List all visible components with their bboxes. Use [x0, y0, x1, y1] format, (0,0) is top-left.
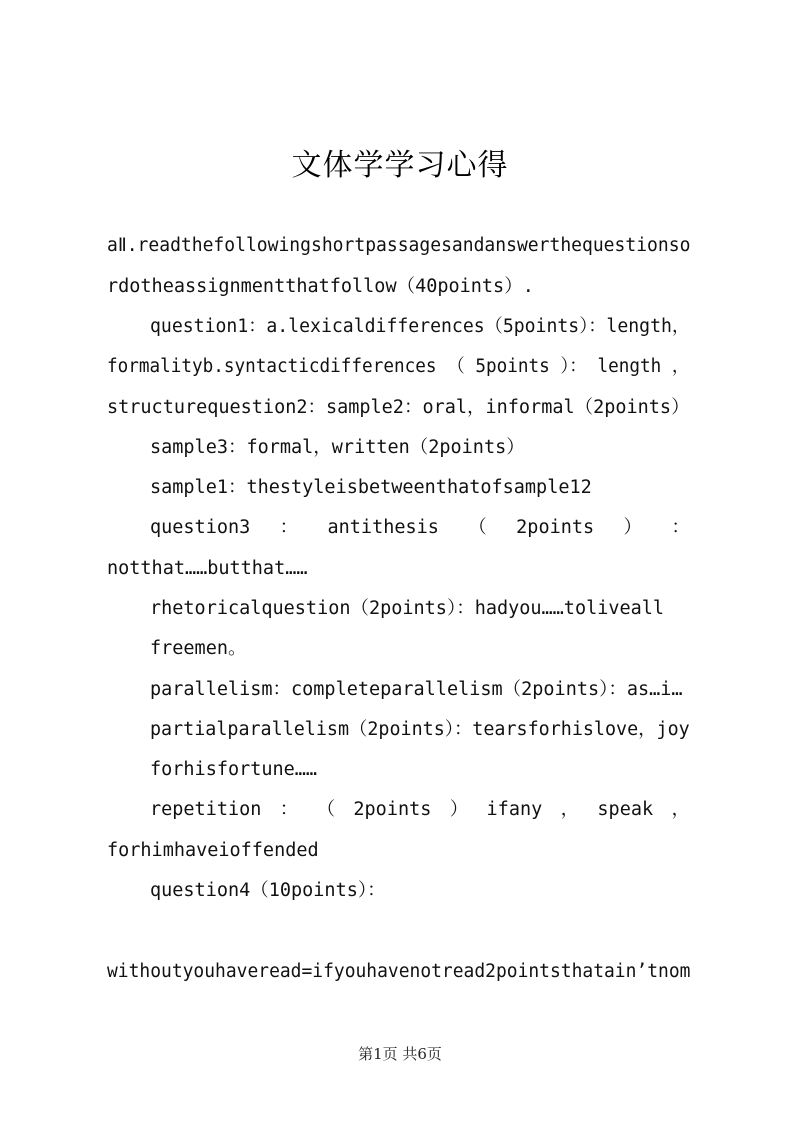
justified-token: question3: [150, 517, 251, 538]
paragraph-line: rdotheassignmentthatfollow（40points）.: [107, 276, 534, 297]
justified-token: ：: [279, 799, 299, 820]
paragraph-line: parallelism：completeparallelism（2points）：as…i…: [150, 679, 683, 700]
justified-line-question3: [150, 516, 690, 540]
paragraph-line: question4（10points）：: [150, 880, 386, 901]
justified-token: ：: [279, 517, 299, 538]
justified-token: 2points: [353, 799, 432, 820]
justified-line-repetition: [150, 798, 690, 822]
paragraph-line: rhetoricalquestion（2points）：hadyou……toliveall: [150, 598, 665, 619]
paragraph-line: sample3：formal，written（2points）: [150, 437, 525, 458]
page-footer: 第1页 共6页: [358, 1045, 442, 1063]
paragraph-line: formalityb.syntacticdifferences （ 5points ）： length ，: [107, 356, 690, 377]
paragraph-line: question1：a.lexicaldifferences（5points）：length，: [150, 316, 691, 337]
justified-token: ，: [671, 799, 690, 820]
justified-token: ，: [560, 799, 580, 820]
document-title: 文体学学习心得: [291, 148, 509, 183]
justified-token: ifany: [486, 799, 543, 820]
justified-token: （: [316, 799, 336, 820]
justified-token: speak: [597, 799, 654, 820]
paragraph-line: sample1：thestyleisbetweenthatofsample12: [150, 477, 592, 498]
paragraph-line: withoutyouhaveread=ifyouhavenotread2pointsthatain’tnom: [107, 961, 691, 982]
paragraph-line: structurequestion2：sample2：oral，informal（2points）: [107, 397, 690, 418]
paragraph-line: forhimhaveioffended: [107, 840, 319, 861]
justified-token: ：: [671, 517, 690, 538]
justified-token: ）: [623, 517, 643, 538]
paragraph-line: forhisfortune……: [150, 759, 318, 780]
justified-token: antithesis: [327, 517, 439, 538]
justified-token: （: [468, 517, 487, 538]
paragraph-line: freemen。: [150, 638, 247, 659]
paragraph-line: partialparallelism（2points）：tearsforhislove，joy: [150, 719, 690, 740]
paragraph-line: notthat……butthat……: [107, 558, 308, 579]
justified-token: ）: [449, 799, 469, 820]
justified-token: 2points: [516, 517, 595, 538]
paragraph-line: aⅡ.readthefollowingshortpassagesandanswerthequestionso: [107, 235, 691, 256]
justified-token: repetition: [150, 799, 262, 820]
